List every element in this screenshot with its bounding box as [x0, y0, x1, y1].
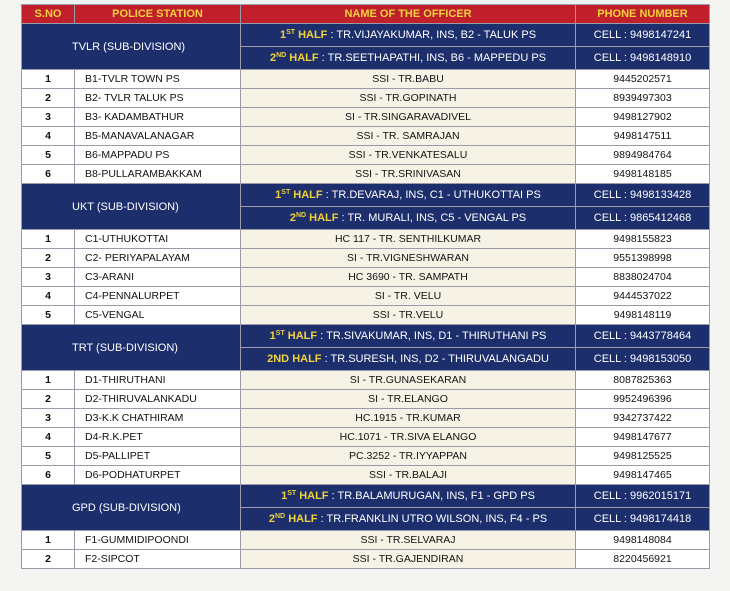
row-sno: 6 [22, 165, 75, 184]
row-phone: 8838024704 [576, 268, 710, 287]
half-word: HALF [287, 330, 318, 342]
table-row [22, 146, 710, 165]
duty-officer-name: : TR.FRANKLIN UTRO WILSON, INS, F4 - PS [317, 513, 548, 525]
half-ordinal-suffix: ND [276, 52, 287, 59]
table-row [22, 550, 710, 569]
half-number: 1 [279, 29, 287, 41]
half-word: HALF [299, 490, 329, 502]
duty-officer-name: : TR.DEVARAJ, INS, C1 - UTHUKOTTAI PS [322, 189, 541, 201]
row-officer: PC.3252 - TR.IYYAPPAN [241, 447, 576, 466]
row-officer: HC.1915 - TR.KUMAR [241, 409, 576, 428]
duty-officer-name: : TR.SIVAKUMAR, INS, D1 - THIRUTHANI PS [317, 330, 547, 342]
table-row [22, 531, 710, 550]
half-number: 2ND [267, 353, 290, 365]
duty-officer-half [241, 47, 576, 70]
row-officer: SSI - TR.VENKATESALU [241, 146, 576, 165]
row-phone: 9551398998 [576, 249, 710, 268]
table-row [22, 249, 710, 268]
row-phone: 9498148119 [576, 306, 710, 325]
table-header-row [22, 5, 710, 24]
table-row [22, 230, 710, 249]
table-row [22, 390, 710, 409]
duty-officer-cell: CELL : 9498133428 [576, 184, 710, 207]
row-phone: 9342737422 [576, 409, 710, 428]
row-sno: 5 [22, 447, 75, 466]
row-police-station: F1-GUMMIDIPOONDI [75, 531, 241, 550]
row-phone: 9498147465 [576, 466, 710, 485]
row-police-station: B8-PULLARAMBAKKAM [75, 165, 241, 184]
half-number: 2 [268, 513, 275, 525]
row-police-station: C3-ARANI [75, 268, 241, 287]
row-sno: 4 [22, 428, 75, 447]
duty-officer-half [241, 348, 576, 371]
half-word: HALF [289, 52, 319, 64]
half-label [270, 330, 317, 342]
row-police-station: B6-MAPPADU PS [75, 146, 241, 165]
row-police-station: C5-VENGAL [75, 306, 241, 325]
row-phone: 9498127902 [576, 108, 710, 127]
row-police-station: C2- PERIYAPALAYAM [75, 249, 241, 268]
half-word: HALF [288, 513, 318, 525]
half-ordinal-suffix: ND [275, 513, 286, 520]
table-row [22, 89, 710, 108]
half-label [270, 52, 319, 64]
police-contact-table [21, 4, 710, 569]
duty-officer-half [241, 24, 576, 47]
row-officer: SSI - TR.VELU [241, 306, 576, 325]
row-police-station: C4-PENNALURPET [75, 287, 241, 306]
row-officer: SI - TR.SINGARAVADIVEL [241, 108, 576, 127]
row-phone: 9498147511 [576, 127, 710, 146]
row-officer: HC 117 - TR. SENTHILKUMAR [241, 230, 576, 249]
half-label [281, 490, 328, 502]
row-phone: 9444537022 [576, 287, 710, 306]
row-officer: SSI - TR.BALAJI [241, 466, 576, 485]
half-word: HALF [309, 212, 339, 224]
duty-officer-cell: CELL : 9865412468 [576, 207, 710, 230]
row-officer: SSI - TR.SELVARAJ [241, 531, 576, 550]
sub-division-name: TVLR (SUB-DIVISION) [22, 24, 241, 70]
row-sno: 1 [22, 70, 75, 89]
row-officer: SI - TR.ELANGO [241, 390, 576, 409]
row-phone: 9498147677 [576, 428, 710, 447]
row-police-station: D6-PODHATURPET [75, 466, 241, 485]
row-phone: 9498148185 [576, 165, 710, 184]
half-label [290, 212, 339, 224]
half-label [275, 189, 322, 201]
half-ordinal-suffix: ND [295, 212, 307, 219]
duty-officer-name: : TR. MURALI, INS, C5 - VENGAL PS [338, 212, 527, 224]
duty-officer-cell: CELL : 9498153050 [576, 348, 710, 371]
row-sno: 1 [22, 371, 75, 390]
row-sno: 1 [22, 531, 75, 550]
header-police-station: POLICE STATION [75, 5, 241, 24]
half-word: HALF [298, 29, 328, 41]
duty-officer-cell: CELL : 9498174418 [576, 508, 710, 531]
duty-officer-half [241, 184, 576, 207]
table-row [22, 466, 710, 485]
row-phone: 8220456921 [576, 550, 710, 569]
row-police-station: D5-PALLIPET [75, 447, 241, 466]
row-police-station: D2-THIRUVALANKADU [75, 390, 241, 409]
row-phone: 9498155823 [576, 230, 710, 249]
row-phone: 9498125525 [576, 447, 710, 466]
row-phone: 8939497303 [576, 89, 710, 108]
row-phone: 9894984764 [576, 146, 710, 165]
row-sno: 3 [22, 268, 75, 287]
row-phone: 8087825363 [576, 371, 710, 390]
table-row [22, 127, 710, 146]
row-sno: 5 [22, 306, 75, 325]
sub-division-name: TRT (SUB-DIVISION) [22, 325, 241, 371]
row-sno: 6 [22, 466, 75, 485]
header-sno: S.NO [22, 5, 75, 24]
half-number: 1 [281, 490, 288, 502]
row-officer: SI - TR.VIGNESHWARAN [241, 249, 576, 268]
table-body [22, 24, 710, 569]
row-police-station: B3- KADAMBATHUR [75, 108, 241, 127]
table-row [22, 306, 710, 325]
half-number: 1 [269, 330, 276, 342]
half-number: 1 [275, 189, 282, 201]
sub-division-row [22, 24, 710, 47]
duty-officer-name: : TR.VIJAYAKUMAR, INS, B2 - TALUK PS [327, 29, 537, 41]
duty-officer-cell: CELL : 9962015171 [576, 485, 710, 508]
header-phone-number: PHONE NUMBER [576, 5, 710, 24]
row-sno: 5 [22, 146, 75, 165]
table-row [22, 268, 710, 287]
row-police-station: B1-TVLR TOWN PS [75, 70, 241, 89]
half-label [269, 513, 318, 525]
sub-division-row [22, 184, 710, 207]
half-ordinal-suffix: ST [286, 29, 296, 36]
row-officer: SSI - TR.GAJENDIRAN [241, 550, 576, 569]
half-word: HALF [292, 353, 322, 365]
row-police-station: D4-R.K.PET [75, 428, 241, 447]
header-officer-name: NAME OF THE OFFICER [241, 5, 576, 24]
row-sno: 1 [22, 230, 75, 249]
row-sno: 4 [22, 287, 75, 306]
sub-division-name: UKT (SUB-DIVISION) [22, 184, 241, 230]
row-phone: 9498148084 [576, 531, 710, 550]
sub-division-row [22, 485, 710, 508]
sub-division-name: GPD (SUB-DIVISION) [22, 485, 241, 531]
duty-officer-name: : TR.SURESH, INS, D2 - THIRUVALANGADU [321, 353, 549, 365]
table-row [22, 409, 710, 428]
row-phone: 9445202571 [576, 70, 710, 89]
half-word: HALF [293, 189, 323, 201]
row-officer: SI - TR.GUNASEKARAN [241, 371, 576, 390]
duty-officer-half [241, 325, 576, 348]
row-officer: SSI - TR.GOPINATH [241, 89, 576, 108]
half-number: 2 [269, 52, 277, 64]
row-sno: 3 [22, 108, 75, 127]
row-sno: 2 [22, 249, 75, 268]
table-row [22, 447, 710, 466]
row-police-station: D1-THIRUTHANI [75, 371, 241, 390]
row-officer: HC 3690 - TR. SAMPATH [241, 268, 576, 287]
row-sno: 2 [22, 390, 75, 409]
row-sno: 2 [22, 550, 75, 569]
duty-officer-cell: CELL : 9443778464 [576, 325, 710, 348]
half-label [280, 29, 327, 41]
row-sno: 3 [22, 409, 75, 428]
duty-officer-cell: CELL : 9498148910 [576, 47, 710, 70]
row-phone: 9952496396 [576, 390, 710, 409]
table-row [22, 165, 710, 184]
table-row [22, 108, 710, 127]
row-officer: SSI - TR.BABU [241, 70, 576, 89]
half-label [267, 353, 321, 365]
table-row [22, 70, 710, 89]
half-number: 2 [289, 212, 296, 224]
row-officer: SSI - TR. SAMRAJAN [241, 127, 576, 146]
row-officer: HC.1071 - TR.SIVA ELANGO [241, 428, 576, 447]
row-sno: 2 [22, 89, 75, 108]
duty-officer-name: : TR.BALAMURUGAN, INS, F1 - GPD PS [328, 490, 535, 502]
row-police-station: F2-SIPCOT [75, 550, 241, 569]
duty-officer-half [241, 485, 576, 508]
duty-officer-half [241, 207, 576, 230]
table-row [22, 371, 710, 390]
table-row [22, 428, 710, 447]
sub-division-row [22, 325, 710, 348]
row-police-station: B5-MANAVALANAGAR [75, 127, 241, 146]
half-ordinal-suffix: ST [275, 330, 285, 337]
row-police-station: B2- TVLR TALUK PS [75, 89, 241, 108]
row-officer: SI - TR. VELU [241, 287, 576, 306]
table-row [22, 287, 710, 306]
duty-officer-name: : TR.SEETHAPATHI, INS, B6 - MAPPEDU PS [318, 52, 547, 64]
duty-officer-half [241, 508, 576, 531]
row-officer: SSI - TR.SRINIVASAN [241, 165, 576, 184]
row-police-station: C1-UTHUKOTTAI [75, 230, 241, 249]
duty-officer-cell: CELL : 9498147241 [576, 24, 710, 47]
half-ordinal-suffix: ST [287, 490, 297, 497]
row-police-station: D3-K.K CHATHIRAM [75, 409, 241, 428]
half-ordinal-suffix: ST [281, 189, 291, 196]
row-sno: 4 [22, 127, 75, 146]
